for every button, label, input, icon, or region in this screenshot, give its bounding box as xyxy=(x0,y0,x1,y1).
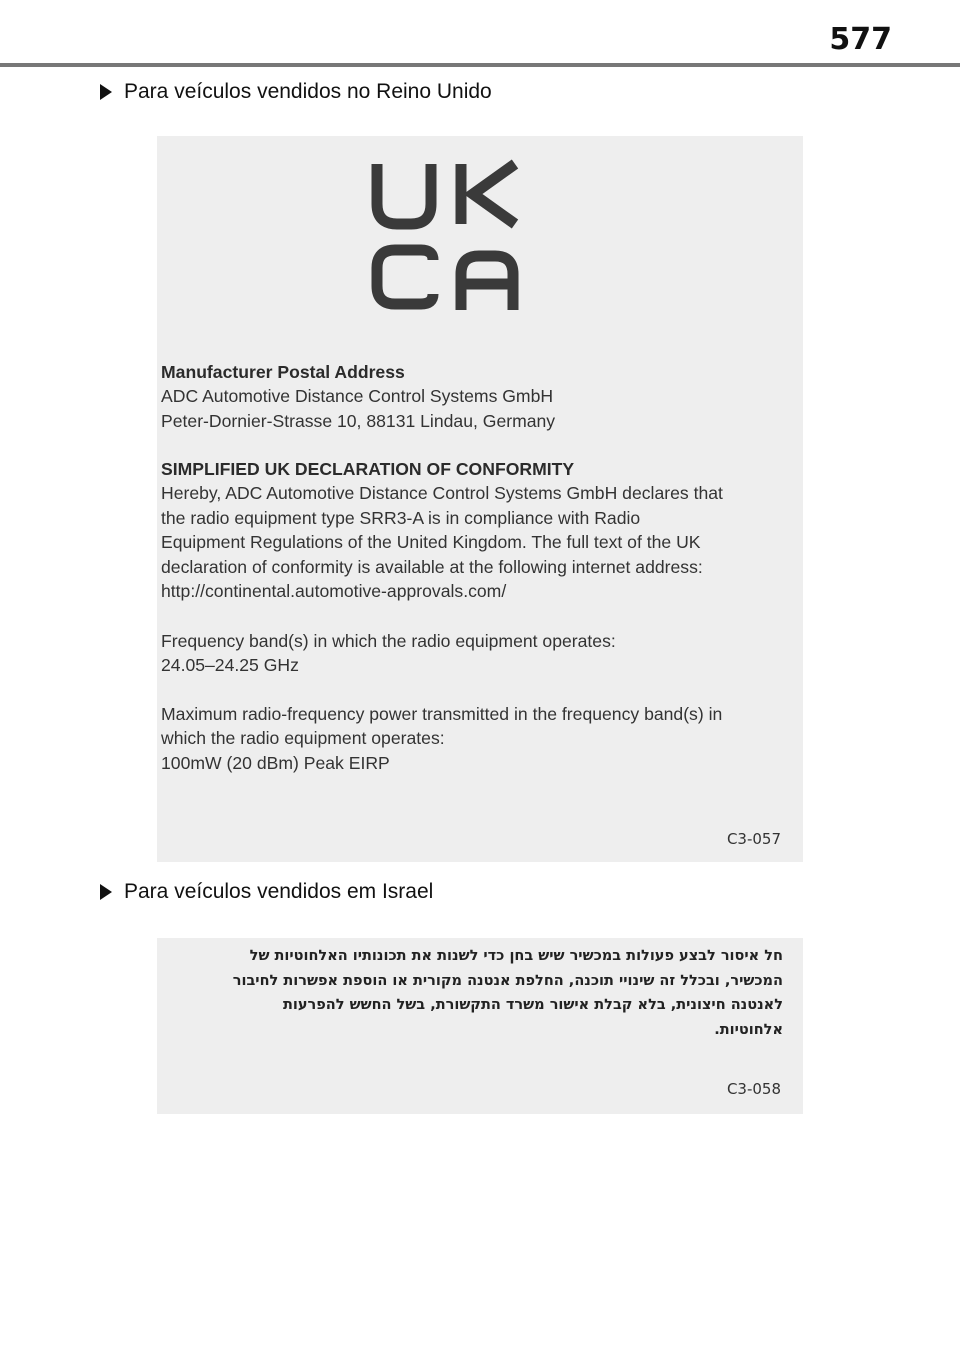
declaration-block xyxy=(161,457,795,603)
hebrew-line: חל איסור לבצע פעולות במכשיר שיש בחן כדי לשנות את תכונותיו האלחוטיות של xyxy=(249,948,783,964)
declaration-line: Equipment Regulations of the United Kingdom. The full text of the UK xyxy=(161,532,701,553)
manufacturer-address-title: Manufacturer Postal Address xyxy=(161,362,405,382)
triangle-bullet-icon xyxy=(100,84,112,100)
hebrew-notice-text xyxy=(171,944,783,1042)
ukca-logo-icon xyxy=(365,156,525,316)
section-heading-uk xyxy=(100,80,492,104)
declaration-line: the radio equipment type SRR3-A is in compliance with Radio xyxy=(161,507,641,528)
manufacturer-address-line: Peter-Dornier-Strasse 10, 88131 Lindau, Germany xyxy=(161,410,556,431)
declaration-url: http://continental.automotive-approvals.com/ xyxy=(161,581,507,602)
manufacturer-address-line: ADC Automotive Distance Control Systems GmbH xyxy=(161,386,554,407)
section-heading-uk-label: Para veículos vendidos no Reino Unido xyxy=(124,80,492,103)
image-code-label: C3-058 xyxy=(726,1080,781,1098)
header-rule xyxy=(0,63,960,67)
triangle-bullet-icon xyxy=(100,884,112,900)
image-code-label: C3-057 xyxy=(726,830,781,848)
page-number: 577 xyxy=(829,22,892,57)
frequency-line: Frequency band(s) in which the radio equipment operates: xyxy=(161,631,616,651)
ukca-notice-image xyxy=(157,136,803,862)
hebrew-line: המכשיר, ובכלל זה שינויי תוכנה, החלפת אנטנה מקורית או הוספת אפשרות לחיבור xyxy=(232,972,783,989)
declaration-title: SIMPLIFIED UK DECLARATION OF CONFORMITY xyxy=(161,459,575,479)
manufacturer-address-block xyxy=(161,360,795,433)
hebrew-line: אלחוטיות. xyxy=(714,1021,783,1038)
power-line: which the radio equipment operates: xyxy=(161,728,445,749)
section-heading-israel-label: Para veículos vendidos em Israel xyxy=(124,880,434,903)
power-line: 100mW (20 dBm) Peak EIRP xyxy=(161,752,390,773)
power-block xyxy=(161,702,795,775)
declaration-line: Hereby, ADC Automotive Distance Control Systems GmbH declares that xyxy=(161,483,723,504)
israel-notice-image xyxy=(157,938,803,1114)
declaration-line: declaration of conformity is available at the following internet address: xyxy=(161,556,703,577)
frequency-block xyxy=(161,629,795,678)
power-line: Maximum radio-frequency power transmitted in the frequency band(s) in xyxy=(161,704,723,724)
hebrew-line: לאנטנה חיצונית, בלא קבלת אישור משרד התקשורת, בשל החשש להפרעות xyxy=(282,997,783,1013)
frequency-line: 24.05–24.25 GHz xyxy=(161,655,299,676)
section-heading-israel xyxy=(100,880,433,904)
